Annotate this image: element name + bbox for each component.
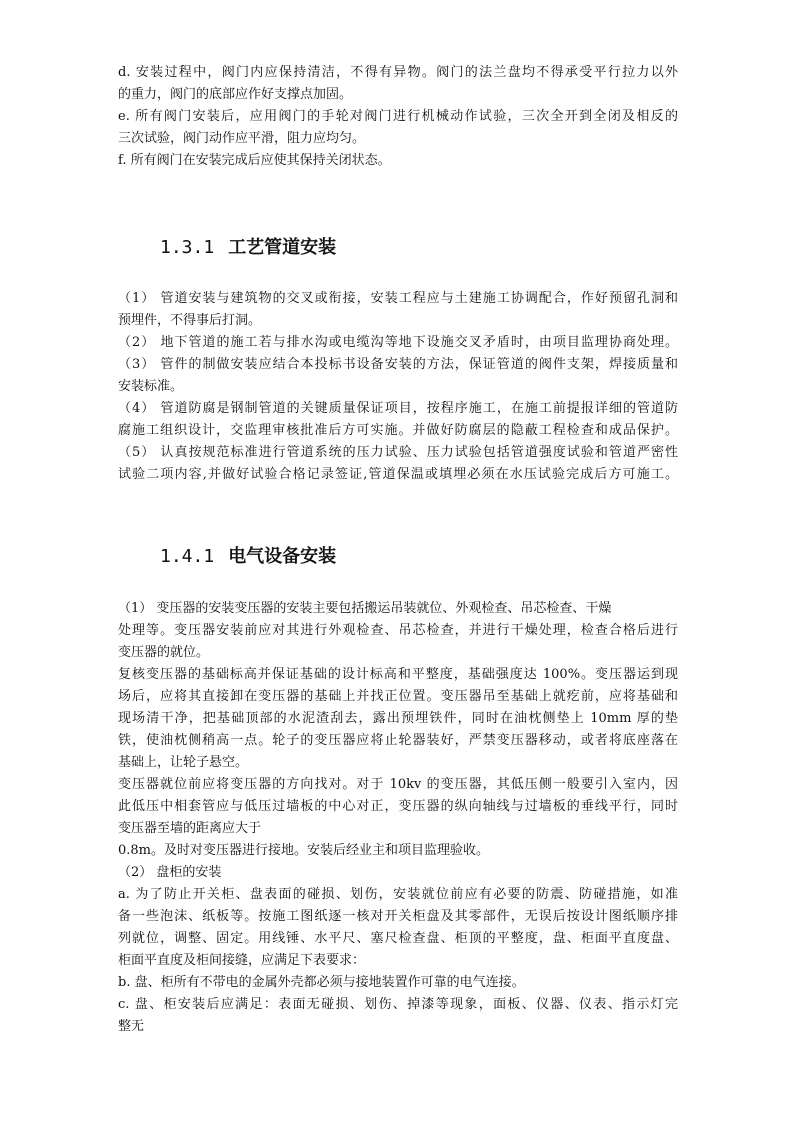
text-line: 处理等。变压器安装前应对其进行外观检查、吊芯检查，并进行干燥处理，检查合格后进行: [118, 623, 678, 638]
text-line: f. 所有阀门在安装完成后应使其保持关闭状态。: [118, 153, 391, 168]
text-line: （1） 管道安装与建筑物的交叉或衔接，安装工程应与土建施工协调配合，作好预留孔洞和: [118, 291, 678, 306]
section-number: 1.4.1: [160, 546, 215, 567]
text-line: 铁，使油枕侧稍高一点。轮子的变压器应将止轮器装好，严禁变压器移动，或者将底座落在: [118, 733, 678, 748]
text-line: a. 为了防止开关柜、盘表面的碰损、划伤，安装就位前应有必要的防震、防碰措施，如准: [118, 887, 678, 902]
text-line: c. 盘、柜安装后应满足：表面无碰损、划伤、掉漆等现象，面板、仪器、仪表、指示灯完: [118, 997, 678, 1012]
text-line: 试验二项内容,并做好试验合格记录签证,管道保温或填埋必须在水压试验完成后方可施工。: [118, 467, 678, 482]
section-heading: [160, 544, 336, 570]
text-line: （1） 变压器的安装变压器的安装主要包括搬运吊装就位、外观检查、吊芯检查、干燥: [118, 601, 612, 616]
section-number: 1.3.1: [160, 237, 215, 258]
text-line: 预埋件，不得事后打洞。: [118, 313, 262, 328]
text-line: 变压器的就位。: [118, 645, 210, 660]
section-title: 工艺管道安装: [228, 237, 337, 258]
text-line: 0.8m。及时对变压器进行接地。安装后经业主和项目监理验收。: [118, 843, 490, 858]
text-line: 整无: [118, 1019, 145, 1034]
text-line: d. 安装过程中，阀门内应保持清洁，不得有异物。阀门的法兰盘均不得承受平行拉力以外: [118, 65, 678, 80]
text-line: （3） 管件的制做安装应结合本投标书设备安装的方法，保证管道的阀件支架，焊接质量和: [118, 357, 678, 372]
text-line: 基础上，让轮子悬空。: [118, 755, 249, 770]
text-line: 变压器就位前应将变压器的方向找对。对于 10kv 的变压器，其低压侧一般要引入室内，因: [118, 777, 678, 792]
section-heading: [160, 235, 336, 261]
text-line: 列就位，调整、固定。用线锤、水平尺、塞尺检查盘、柜顶的平整度，盘、柜面平直度盘、: [118, 931, 678, 946]
text-line: （5） 认真按规范标准进行管道系统的压力试验、压力试验包括管道强度试验和管道严密性: [118, 445, 678, 460]
text-line: 复核变压器的基础标高并保证基础的设计标高和平整度，基础强度达 100%。变压器运到现: [118, 667, 678, 682]
text-line: （4） 管道防腐是钢制管道的关键质量保证项目，按程序施工，在施工前提报详细的管道防: [118, 401, 678, 416]
section-title: 电气设备安装: [228, 546, 337, 567]
text-line: 腐施工组织设计，交监理审核批准后方可实施。并做好防腐层的隐蔽工程检查和成品保护。: [118, 423, 678, 438]
text-line: 三次试验，阀门动作应平滑，阻力应均匀。: [118, 131, 366, 146]
text-line: e. 所有阀门安装后，应用阀门的手轮对阀门进行机械动作试验，三次全开到全闭及相反的: [118, 109, 678, 124]
text-line: 柜面平直度及柜间接缝，应满足下表要求：: [118, 953, 366, 968]
text-line: 此低压中相套管应与低压过墙板的中心对正，变压器的纵向轴线与过墙板的垂线平行，同时: [118, 799, 678, 814]
text-line: 的重力，阀门的底部应作好支撑点加固。: [118, 87, 353, 102]
text-line: 安装标准。: [118, 379, 184, 394]
text-line: 现场清干净，把基础顶部的水泥渣刮去，露出预埋铁件，同时在油枕侧垫上 10mm 厚的垫: [118, 711, 678, 726]
text-line: b. 盘、柜所有不带电的金属外壳都必须与接地装置作可靠的电气连接。: [118, 975, 525, 990]
text-line: （2） 地下管道的施工若与排水沟或电缆沟等地下设施交叉矛盾时，由项目监理协商处理。: [118, 335, 678, 350]
text-line: 场后，应将其直接卸在变压器的基础上并找正位置。变压器吊至基础上就疙前，应将基础和: [118, 689, 678, 704]
text-line: 备一些泡沫、纸板等。按施工图纸逐一核对开关柜盘及其零部件，无误后按设计图纸顺序排: [118, 909, 678, 924]
text-line: （2） 盘柜的安装: [118, 865, 222, 880]
text-line: 变压器至墙的距离应大于: [118, 821, 262, 836]
